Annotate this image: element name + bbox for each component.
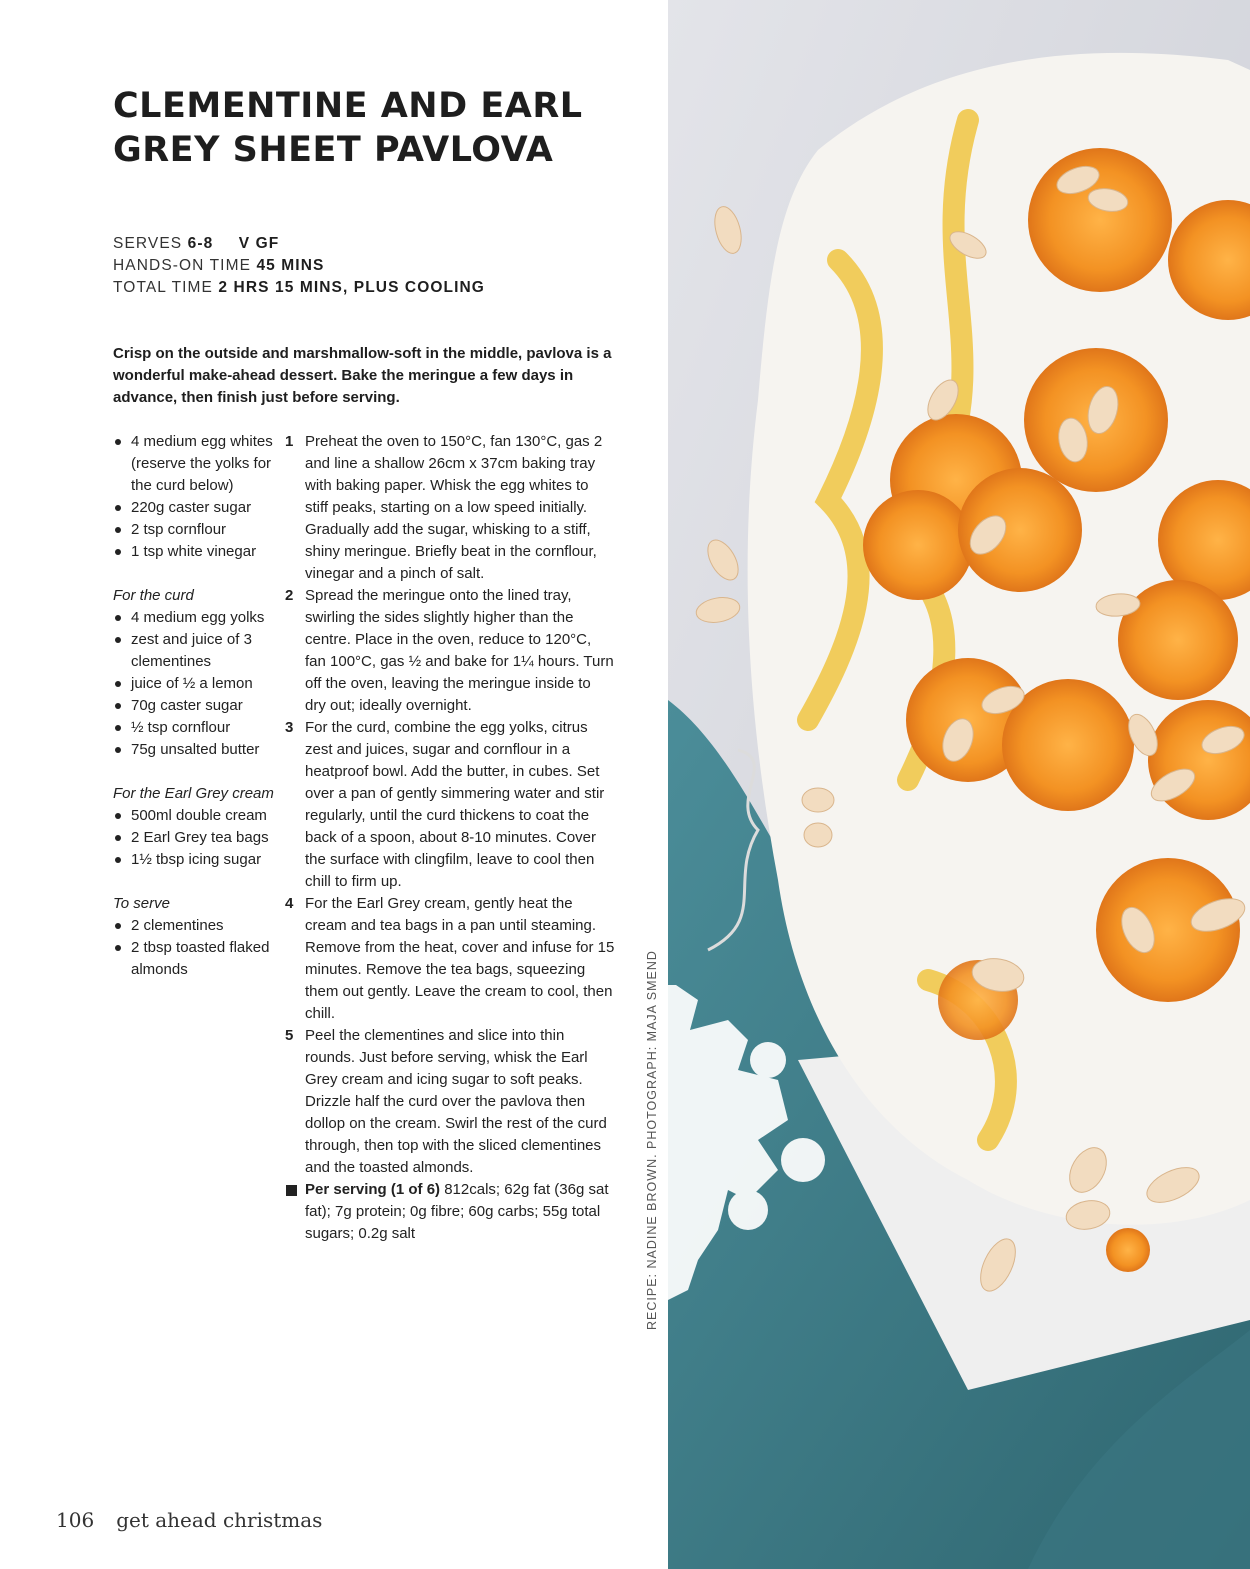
step-number: 5 xyxy=(285,1027,294,1044)
ingredient-item: 500ml double cream xyxy=(113,805,278,827)
recipe-intro: Crisp on the outside and marshmallow-soft in the middle, pavlova is a wonderful make-ahead dessert. Bake the meringue a few days in advance, then finish just before serving. xyxy=(113,345,612,406)
method-step xyxy=(285,717,615,893)
ingredient-item: 70g caster sugar xyxy=(113,695,278,717)
section-title: get ahead christmas xyxy=(116,1508,323,1532)
step-number: 2 xyxy=(285,587,294,604)
ingredient-item: 4 medium egg yolks xyxy=(113,607,278,629)
total-time-line xyxy=(113,277,533,299)
step-number: 1 xyxy=(285,433,294,450)
ingredient-item: ½ tsp cornflour xyxy=(113,717,278,739)
page-footer xyxy=(56,1508,344,1532)
page-number: 106 xyxy=(56,1508,95,1532)
ingredient-item: 2 Earl Grey tea bags xyxy=(113,827,278,849)
pavlova-photo xyxy=(668,0,1250,1569)
nutrition-label: Per serving (1 of 6) xyxy=(305,1181,441,1198)
step-text: For the curd, combine the egg yolks, citrus zest and juices, sugar and cornflour in a heatproof bowl. Add the butter, in cubes. Set over a pan of gently simmering water and stir regularly, until the curd thickens to coat the back of a spoon, about 8-10 minutes. Cover the surface with clingfilm, leave to cool then chill to firm up. xyxy=(305,719,605,890)
clementine-slice xyxy=(863,490,973,600)
nutrition-text: 812cals; 62g fat (36g sat fat); 7g protein; 0g fibre; 60g carbs; 55g total sugars; 0.2g salt xyxy=(305,1181,609,1242)
method-step xyxy=(285,893,615,1025)
cream-heading: For the Earl Grey cream xyxy=(113,785,274,802)
hands-on-label: HANDS-ON TIME xyxy=(113,257,252,274)
pavlova-photo-illustration xyxy=(668,0,1250,1569)
serves-value: 6-8 xyxy=(187,235,214,252)
diet-badges: V GF xyxy=(238,235,280,252)
step-number: 4 xyxy=(285,895,294,912)
photo-credit: RECIPE: NADINE BROWN. PHOTOGRAPH: MAJA SMEND xyxy=(645,950,659,1330)
curd-ingredients xyxy=(113,607,278,761)
clementine-slice xyxy=(1106,1228,1150,1272)
ingredients-list xyxy=(113,431,278,981)
clementine-slice xyxy=(1028,148,1172,292)
step-text: Peel the clementines and slice into thin rounds. Just before serving, whisk the Earl Grey cream and icing sugar to soft peaks. Drizzle half the curd over the pavlova then dollop on the cream. Swirl the rest of the curd through, then top with the sliced clementines and the toasted almonds. xyxy=(305,1027,607,1176)
ingredient-item: zest and juice of 3 clementines xyxy=(113,629,278,673)
recipe-title: CLEMENTINE AND EARL GREY SHEET PAVLOVA xyxy=(113,86,583,170)
total-time-label: TOTAL TIME xyxy=(113,279,213,296)
curd-heading: For the curd xyxy=(113,587,194,604)
ingredient-item: juice of ½ a lemon xyxy=(113,673,278,695)
method-step xyxy=(285,431,615,585)
hands-on-line xyxy=(113,255,533,277)
ingredient-item: 2 tbsp toasted flaked almonds xyxy=(113,937,278,981)
step-number: 3 xyxy=(285,719,294,736)
serve-ingredients xyxy=(113,915,278,981)
serves-label: SERVES xyxy=(113,235,183,252)
ingredient-item: 220g caster sugar xyxy=(113,497,278,519)
nutrition-info xyxy=(285,1179,615,1245)
ingredient-item: 1 tsp white vinegar xyxy=(113,541,278,563)
step-text: For the Earl Grey cream, gently heat the cream and tea bags in a pan until steaming. Remove from the heat, cover and infuse for 15 minutes. Remove the tea bags, squeezing them out gently. Leave the cream to cool, then chill. xyxy=(305,895,615,1022)
main-ingredients xyxy=(113,431,278,563)
ingredient-item: 75g unsalted butter xyxy=(113,739,278,761)
hands-on-value: 45 MINS xyxy=(256,257,325,274)
method-steps xyxy=(285,431,615,1245)
method-step xyxy=(285,1025,615,1179)
serves-line xyxy=(113,233,533,255)
total-time-value: 2 HRS 15 MINS, PLUS COOLING xyxy=(218,279,485,296)
ingredient-item: 2 clementines xyxy=(113,915,278,937)
recipe-meta xyxy=(113,233,533,299)
method-step xyxy=(285,585,615,717)
ingredient-item: 4 medium egg whites (reserve the yolks for the curd below) xyxy=(113,431,278,497)
step-text: Preheat the oven to 150°C, fan 130°C, gas 2 and line a shallow 26cm x 37cm baking tray with baking paper. Whisk the egg whites to stiff peaks, starting on a low speed initially. Gradually add the sugar, whisking to a stiff, shiny meringue. Briefly beat in the cornflour, vinegar and a pinch of salt. xyxy=(305,433,603,582)
step-text: Spread the meringue onto the lined tray, swirling the sides slightly higher than the centre. Place in the oven, reduce to 120°C, fan 100°C, gas ½ and bake for 1¼ hours. Turn off the oven, leaving the meringue inside to dry out; ideally overnight. xyxy=(305,587,614,714)
ingredient-item: 2 tsp cornflour xyxy=(113,519,278,541)
cream-ingredients xyxy=(113,805,278,871)
serve-heading: To serve xyxy=(113,895,170,912)
ingredient-item: 1½ tbsp icing sugar xyxy=(113,849,278,871)
square-bullet-icon xyxy=(286,1185,297,1196)
